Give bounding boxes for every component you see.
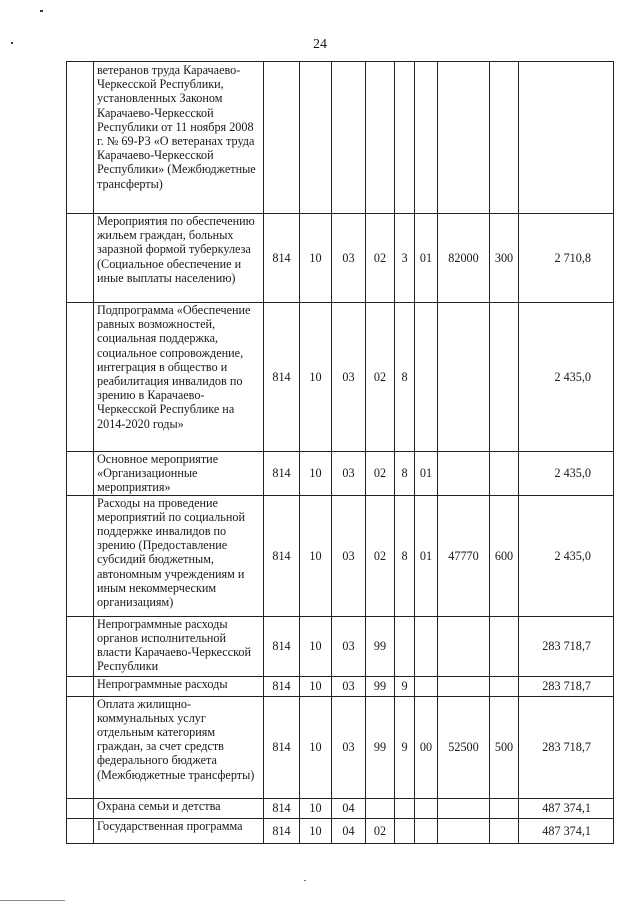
scan-speck xyxy=(40,10,43,12)
cell-pr: 03 xyxy=(332,452,366,496)
cell-pr: 04 xyxy=(332,798,366,818)
cell-pr: 03 xyxy=(332,616,366,676)
cell-sub: 8 xyxy=(395,452,415,496)
budget-table xyxy=(66,61,614,844)
scan-speck xyxy=(11,42,13,44)
cell-rz: 10 xyxy=(300,214,332,303)
cell-vr xyxy=(490,798,519,818)
empty-cell xyxy=(67,452,94,496)
cell-prog: 02 xyxy=(366,214,395,303)
cell-ved: 814 xyxy=(264,495,300,616)
table-row xyxy=(67,495,614,616)
cell-sum: 487 374,1 xyxy=(519,818,614,843)
cell-name: Непрограммные расходы органов исполнительной власти Карачаево-Черкесской Республики xyxy=(94,616,264,676)
empty-cell xyxy=(67,696,94,798)
cell-sub: 8 xyxy=(395,495,415,616)
cell-main xyxy=(415,798,438,818)
cell-main xyxy=(415,62,438,214)
cell-sub xyxy=(395,616,415,676)
cell-sum: 283 718,7 xyxy=(519,676,614,696)
table-row xyxy=(67,696,614,798)
table-row xyxy=(67,62,614,214)
cell-sub: 9 xyxy=(395,676,415,696)
cell-sum: 2 435,0 xyxy=(519,452,614,496)
cell-pr: 03 xyxy=(332,495,366,616)
cell-rz: 10 xyxy=(300,818,332,843)
table-row xyxy=(67,818,614,843)
cell-pr: 03 xyxy=(332,214,366,303)
cell-ved: 814 xyxy=(264,303,300,452)
cell-name: Государственная программа xyxy=(94,818,264,843)
cell-dir xyxy=(438,798,490,818)
cell-sub xyxy=(395,798,415,818)
cell-dir: 82000 xyxy=(438,214,490,303)
empty-cell xyxy=(67,495,94,616)
table-row xyxy=(67,676,614,696)
empty-cell xyxy=(67,303,94,452)
cell-prog: 02 xyxy=(366,452,395,496)
empty-cell xyxy=(67,214,94,303)
cell-main xyxy=(415,303,438,452)
cell-main xyxy=(415,616,438,676)
empty-cell xyxy=(67,798,94,818)
cell-vr: 500 xyxy=(490,696,519,798)
empty-cell xyxy=(67,818,94,843)
cell-dir xyxy=(438,818,490,843)
cell-main: 01 xyxy=(415,214,438,303)
table-row xyxy=(67,214,614,303)
cell-rz: 10 xyxy=(300,696,332,798)
cell-pr xyxy=(332,62,366,214)
cell-sub: 9 xyxy=(395,696,415,798)
cell-sub: 3 xyxy=(395,214,415,303)
cell-ved: 814 xyxy=(264,452,300,496)
cell-main: 00 xyxy=(415,696,438,798)
cell-rz: 10 xyxy=(300,452,332,496)
empty-cell xyxy=(67,62,94,214)
cell-sum: 487 374,1 xyxy=(519,798,614,818)
cell-ved: 814 xyxy=(264,616,300,676)
empty-cell xyxy=(67,616,94,676)
cell-name: Непрограммные расходы xyxy=(94,676,264,696)
cell-dir xyxy=(438,62,490,214)
cell-dir xyxy=(438,303,490,452)
table-row xyxy=(67,798,614,818)
cell-sum: 283 718,7 xyxy=(519,696,614,798)
cell-ved: 814 xyxy=(264,676,300,696)
empty-cell xyxy=(67,676,94,696)
table-row xyxy=(67,616,614,676)
cell-sum: 2 435,0 xyxy=(519,303,614,452)
cell-pr: 03 xyxy=(332,303,366,452)
cell-pr: 03 xyxy=(332,676,366,696)
cell-main xyxy=(415,818,438,843)
cell-prog: 02 xyxy=(366,495,395,616)
cell-prog: 99 xyxy=(366,676,395,696)
cell-pr: 04 xyxy=(332,818,366,843)
page-number: 24 xyxy=(313,37,327,52)
cell-prog: 99 xyxy=(366,616,395,676)
cell-sub: 8 xyxy=(395,303,415,452)
cell-name: ветеранов труда Карачаево-Черкесской Республики, установленных Законом Карачаево-Черкесской Республики от 11 ноября 2008 г. № 69-РЗ «О ветеранах труда Карачаево-Черкесской Республики» (Межбюджетные трансферты) xyxy=(94,62,264,214)
cell-rz: 10 xyxy=(300,495,332,616)
cell-pr: 03 xyxy=(332,696,366,798)
cell-name: Основное мероприятие «Организационные мероприятия» xyxy=(94,452,264,496)
cell-vr xyxy=(490,818,519,843)
cell-sub xyxy=(395,818,415,843)
cell-prog: 02 xyxy=(366,303,395,452)
cell-ved: 814 xyxy=(264,214,300,303)
cell-rz: 10 xyxy=(300,303,332,452)
cell-sum xyxy=(519,62,614,214)
table-row xyxy=(67,303,614,452)
cell-ved: 814 xyxy=(264,818,300,843)
cell-dir xyxy=(438,676,490,696)
cell-name: Расходы на проведение мероприятий по социальной поддержке инвалидов по зрению (Предоставление субсидий бюджетным, автономным учреждениям и иным некоммерческим организациям) xyxy=(94,495,264,616)
cell-ved xyxy=(264,62,300,214)
cell-sum: 2 710,8 xyxy=(519,214,614,303)
cell-vr xyxy=(490,676,519,696)
cell-dir: 47770 xyxy=(438,495,490,616)
cell-prog: 99 xyxy=(366,696,395,798)
cell-main xyxy=(415,676,438,696)
cell-prog xyxy=(366,798,395,818)
cell-sub xyxy=(395,62,415,214)
cell-vr xyxy=(490,452,519,496)
cell-vr xyxy=(490,303,519,452)
cell-vr xyxy=(490,62,519,214)
cell-rz: 10 xyxy=(300,798,332,818)
cell-rz xyxy=(300,62,332,214)
table-row xyxy=(67,452,614,496)
cell-vr: 300 xyxy=(490,214,519,303)
cell-name: Мероприятия по обеспечению жильем граждан, больных заразной формой туберкулеза (Социальное обеспечение и иные выплаты населению) xyxy=(94,214,264,303)
cell-prog: 02 xyxy=(366,818,395,843)
cell-dir: 52500 xyxy=(438,696,490,798)
cell-dir xyxy=(438,452,490,496)
cell-ved: 814 xyxy=(264,798,300,818)
cell-main: 01 xyxy=(415,452,438,496)
cell-vr xyxy=(490,616,519,676)
cell-name: Подпрограмма «Обеспечение равных возможностей, социальная поддержка, социальное сопровождение, интеграция в общество и реабилитация инвалидов по зрению в Карачаево-Черкесской Республике на 2014-2020 годы» xyxy=(94,303,264,452)
cell-ved: 814 xyxy=(264,696,300,798)
cell-rz: 10 xyxy=(300,616,332,676)
cell-vr: 600 xyxy=(490,495,519,616)
cell-name: Оплата жилищно-коммунальных услуг отдельным категориям граждан, за счет средств федерального бюджета (Межбюджетные трансферты) xyxy=(94,696,264,798)
cell-main: 01 xyxy=(415,495,438,616)
cell-rz: 10 xyxy=(300,676,332,696)
cell-dir xyxy=(438,616,490,676)
scan-edge-line xyxy=(0,900,65,901)
cell-sum: 2 435,0 xyxy=(519,495,614,616)
cell-prog xyxy=(366,62,395,214)
scan-speck xyxy=(304,880,306,881)
cell-sum: 283 718,7 xyxy=(519,616,614,676)
cell-name: Охрана семьи и детства xyxy=(94,798,264,818)
